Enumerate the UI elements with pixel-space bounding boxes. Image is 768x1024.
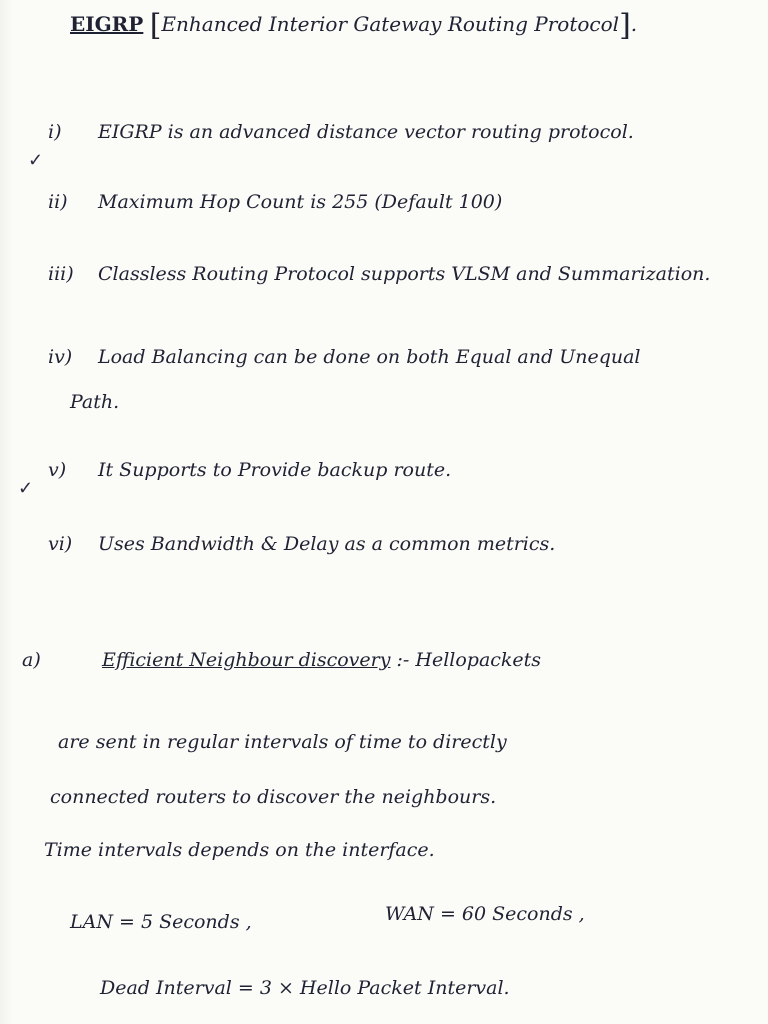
point-4	[48, 345, 641, 369]
point-text: Load Balancing can be done on both Equal and Unequal	[98, 346, 641, 368]
section-a-title: Efficient Neighbour discovery	[102, 649, 391, 671]
close-bracket: ]	[619, 8, 631, 43]
lan-interval: LAN = 5 Seconds ,	[70, 911, 252, 933]
point-text: Maximum Hop Count is 255 (Default 100)	[98, 191, 503, 213]
title-expansion: Enhanced Interior Gateway Routing Protocol	[161, 12, 620, 36]
open-bracket: [	[149, 8, 162, 43]
point-text: EIGRP is an advanced distance vector routing protocol.	[98, 121, 634, 143]
point-text: It Supports to Provide backup route.	[98, 459, 452, 481]
point-3	[48, 262, 710, 286]
point-2	[48, 190, 502, 214]
point-text: Uses Bandwidth & Delay as a common metrics.	[98, 533, 556, 555]
section-a-line-2: connected routers to discover the neighbours.	[50, 786, 497, 808]
point-marker: v)	[48, 459, 67, 481]
point-text: Classless Routing Protocol supports VLSM and Summarization.	[98, 263, 711, 285]
page-title: EIGRP [Enhanced Interior Gateway Routing Protocol].	[70, 8, 638, 43]
point-5	[48, 458, 451, 482]
point-1	[48, 120, 634, 144]
point-marker: vi)	[48, 533, 73, 555]
point-marker: iv)	[48, 346, 73, 368]
point-marker: iii)	[48, 263, 74, 285]
section-a-lead: Hellopackets	[415, 649, 542, 671]
wan-interval: WAN = 60 Seconds ,	[385, 903, 585, 925]
title-heading: EIGRP	[70, 12, 144, 36]
section-a-line-1: are sent in regular intervals of time to directly	[58, 731, 507, 753]
point-marker: i)	[48, 121, 62, 143]
dead-interval: Dead Interval = 3 × Hello Packet Interval.	[100, 977, 510, 999]
section-a-separator: :-	[396, 649, 410, 671]
section-a-line-3: Time intervals depends on the interface.	[44, 839, 435, 861]
check-mark-icon: ✓	[18, 478, 34, 499]
point-6	[48, 532, 555, 556]
check-mark-icon: ✓	[28, 150, 44, 171]
section-a-heading	[22, 648, 541, 672]
point-4-continuation: Path.	[70, 391, 120, 413]
point-marker: ii)	[48, 191, 68, 213]
section-a-marker: a)	[22, 649, 41, 671]
